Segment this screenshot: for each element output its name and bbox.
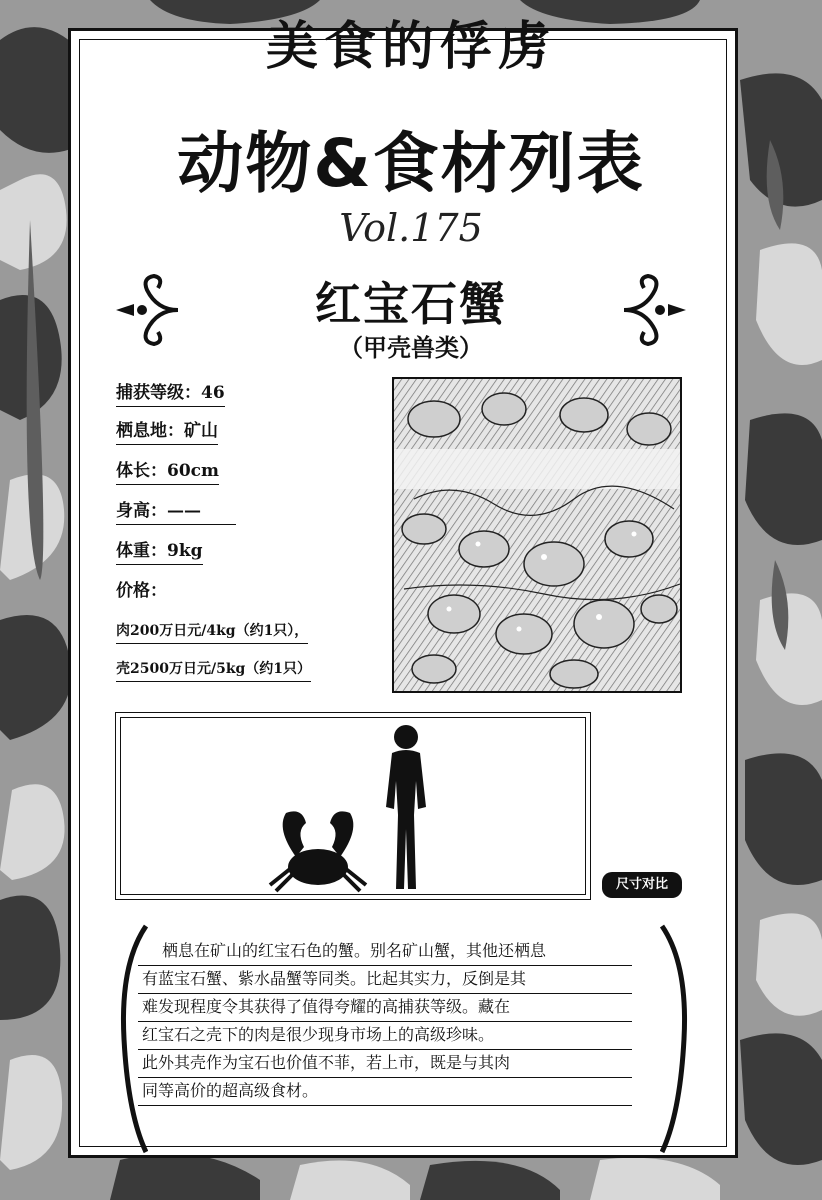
stat-price-label: 价格： [116,581,167,601]
volume-number: Vol.175 [339,206,483,250]
crab-swarm-illustration [392,377,682,693]
description-line-2: 有蓝宝石蟹、紫水晶蟹等同类。比起其实力，反倒是其 [138,966,632,994]
animal-category: （甲壳兽类） [339,333,483,362]
animal-name: 红宝石蟹 [315,277,507,331]
price-shell: 壳2500万日元/5kg（约1只） [116,658,311,682]
stat-height: 身高：—— [116,496,236,525]
stat-habitat: 栖息地：矿山 [116,416,218,445]
description-line-3: 难发现程度令其获得了值得夸耀的高捕获等级。藏在 [138,994,632,1022]
crab-silhouette [270,811,366,891]
stat-capture-level: 捕获等级：46 [116,378,225,407]
description-line-4: 红宝石之壳下的肉是很少现身市场上的高级珍味。 [138,1022,632,1050]
section-title: 动物&食材列表 [177,125,645,202]
right-bracket-ornament [660,924,690,1154]
size-comparison-box [115,712,591,900]
description-line-1: 栖息在矿山的红宝石色的蟹。别名矿山蟹，其他还栖息 [138,938,632,966]
price-meat: 肉200万日元/4kg（约1只）， [116,620,308,644]
series-title: 美食的俘虏 [265,17,556,77]
human-silhouette [386,725,426,889]
size-comparison-silhouettes [266,719,466,895]
size-comparison-label: 尺寸对比 [602,872,682,898]
stat-weight: 体重：9kg [116,536,203,565]
description-line-5: 此外其壳作为宝石也价值不菲，若上市，既是与其肉 [138,1050,632,1078]
description-text [138,938,632,1106]
stat-length: 体长：60cm [116,456,219,485]
description-line-6: 同等高价的超高级食材。 [138,1078,632,1106]
